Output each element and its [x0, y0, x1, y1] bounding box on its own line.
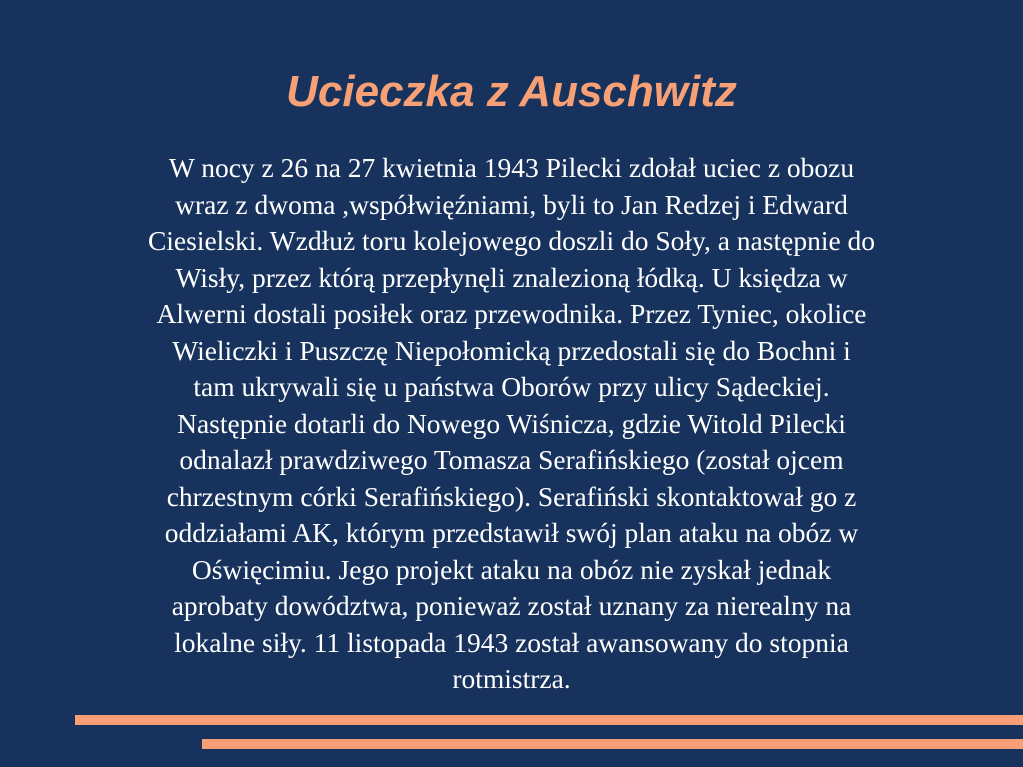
body-line-11: oddziałami AK, którym przedstawił swój plan ataku na obóz w	[164, 517, 859, 548]
body-line-7: tam ukrywali się u państwa Oborów przy ulicy Sądeckiej.	[193, 371, 830, 402]
body-line-12: Oświęcimiu. Jego projekt ataku na obóz nie zyskał jednak	[191, 553, 832, 585]
slide-body	[60, 150, 963, 698]
body-line-13: aprobaty dowództwa, ponieważ został uznany za nierealny na	[171, 590, 852, 621]
slide-title: Ucieczka z Auschwitz	[286, 67, 737, 116]
body-line-1: W nocy z 26 na 27 kwietnia 1943 Pilecki zdołał uciec z obozu	[168, 152, 855, 183]
body-line-15: rotmistrza.	[452, 663, 571, 694]
body-line-3: Ciesielski. Wzdłuż toru kolejowego doszli do Soły, a następnie do	[147, 225, 876, 256]
body-line-5: Alwerni dostali posiłek oraz przewodnika. Przez Tyniec, okolice	[156, 298, 867, 329]
body-line-9: odnalazł prawdziwego Tomasza Serafińskiego (został ojcem	[179, 444, 844, 475]
body-line-6: Wieliczki i Puszczę Niepołomicką przedostali się do Bochni i	[172, 334, 851, 366]
body-line-8: Następnie dotarli do Nowego Wiśnicza, gdzie Witold Pilecki	[177, 407, 846, 439]
body-line-14: lokalne siły. 11 listopada 1943 został awansowany do stopnia	[174, 626, 849, 658]
body-line-4: Wisły, przez którą przepłynęli znalezioną łódką. U księdza w	[175, 261, 848, 293]
body-line-2: wraz z dwoma ,współwięźniami, byli to Jan Redzej i Edward	[175, 188, 848, 220]
decorative-bar-bottom	[202, 739, 1023, 749]
body-line-10: chrzestnym córki Serafińskiego). Serafiński skontaktował go z	[166, 480, 857, 512]
decorative-bar-top	[75, 715, 1023, 725]
